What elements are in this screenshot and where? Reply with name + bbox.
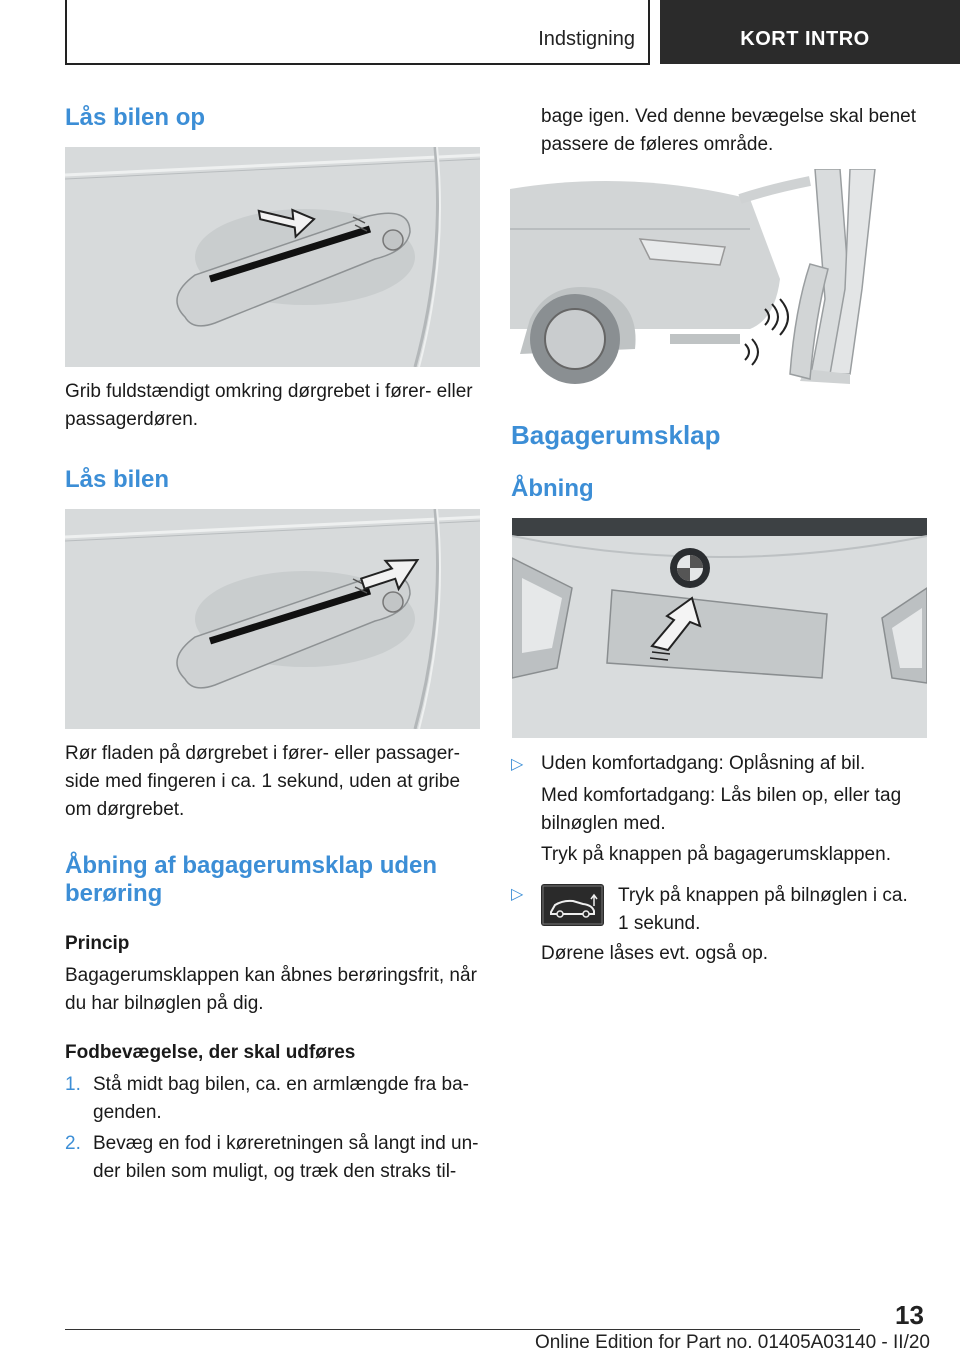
unlock-instruction-line-2: passagerdøren.	[65, 409, 199, 430]
step-2-number: 2.	[65, 1133, 81, 1154]
heading-touchless-line-1: Åbning af bagagerumsklap uden	[65, 852, 438, 879]
chapter-title: Indstigning	[538, 28, 635, 50]
step-2-line-1: 2. Bevæg en fod i køreretningen så langt ind un-	[65, 1130, 479, 1158]
heading-lock: Lås bilen	[65, 466, 170, 493]
bullet-1-sub2: Tryk på knappen på bagagerumsklappen.	[541, 844, 891, 865]
unlock-instruction-line-1: Grib fuldstændigt omkring dørgrebet i fører- eller	[65, 381, 473, 402]
principle-text-line-1: Bagagerumsklappen kan åbnes berøringsfrit, når	[65, 965, 477, 986]
bullet-marker-1: ▷	[511, 756, 524, 773]
heading-trunk-lid: Bagagerumsklap	[511, 420, 721, 450]
footer-rule	[65, 1329, 860, 1330]
bullet-2-sub: Dørene låses evt. også op.	[541, 943, 769, 964]
foot-movement-title: Fodbevægelse, der skal udføres	[65, 1042, 356, 1063]
principle-text-line-2: du har bilnøglen på dig.	[65, 993, 264, 1014]
step-2-line-2: der bilen som muligt, og træk den straks til-	[93, 1161, 457, 1182]
heading-opening: Åbning	[511, 475, 594, 502]
step-1-line-2: genden.	[93, 1102, 162, 1123]
bullet-marker-2: ▷	[511, 886, 524, 903]
page-number: 13	[895, 1300, 924, 1330]
step-2-continued-line-1: bage igen. Ved denne bevægelse skal benet	[541, 106, 917, 127]
key-trunk-button-icon	[541, 884, 604, 926]
bullet-2-line-2: 1 sekund.	[618, 913, 701, 934]
bullet-1-sub1-line-2: bilnøglen med.	[541, 813, 666, 834]
header-rule-left	[65, 0, 67, 64]
heading-unlock: Lås bilen op	[65, 104, 206, 131]
edition-footer: Online Edition for Part no. 01405A03140 - II/20	[534, 1332, 930, 1353]
lock-instruction-line-3: om dørgrebet.	[65, 799, 185, 820]
bullet-2-line-1: Tryk på knappen på bilnøglen i ca.	[618, 885, 908, 906]
bullet-1-sub1-line-1: Med komfortadgang: Lås bilen op, eller tag	[541, 785, 902, 806]
lock-instruction-line-1: Rør fladen på dørgrebet i fører- eller passager-	[65, 743, 460, 764]
lock-instruction-line-2: side med fingeren i ca. 1 sekund, uden at gribe	[65, 771, 461, 792]
bullet-1-line-1: ▷ Uden komfortadgang: Oplåsning af bil.	[511, 750, 865, 779]
header-rule-right	[648, 0, 650, 64]
header-rule-bottom	[65, 63, 650, 65]
section-tab-label: KORT INTRO	[740, 28, 870, 50]
door-handle-grip-illustration	[65, 147, 480, 367]
step-1-line-1: 1. Stå midt bag bilen, ca. en armlængde fra ba-	[65, 1071, 469, 1099]
principle-title: Princip	[65, 933, 130, 954]
step-2-continued-line-2: passere de føleres område.	[541, 134, 774, 155]
trunk-button-illustration	[512, 518, 927, 738]
step-1-number: 1.	[65, 1074, 81, 1095]
door-handle-touch-illustration	[65, 509, 480, 729]
foot-sensor-illustration	[510, 169, 924, 389]
heading-touchless-line-2: berøring	[65, 880, 163, 907]
